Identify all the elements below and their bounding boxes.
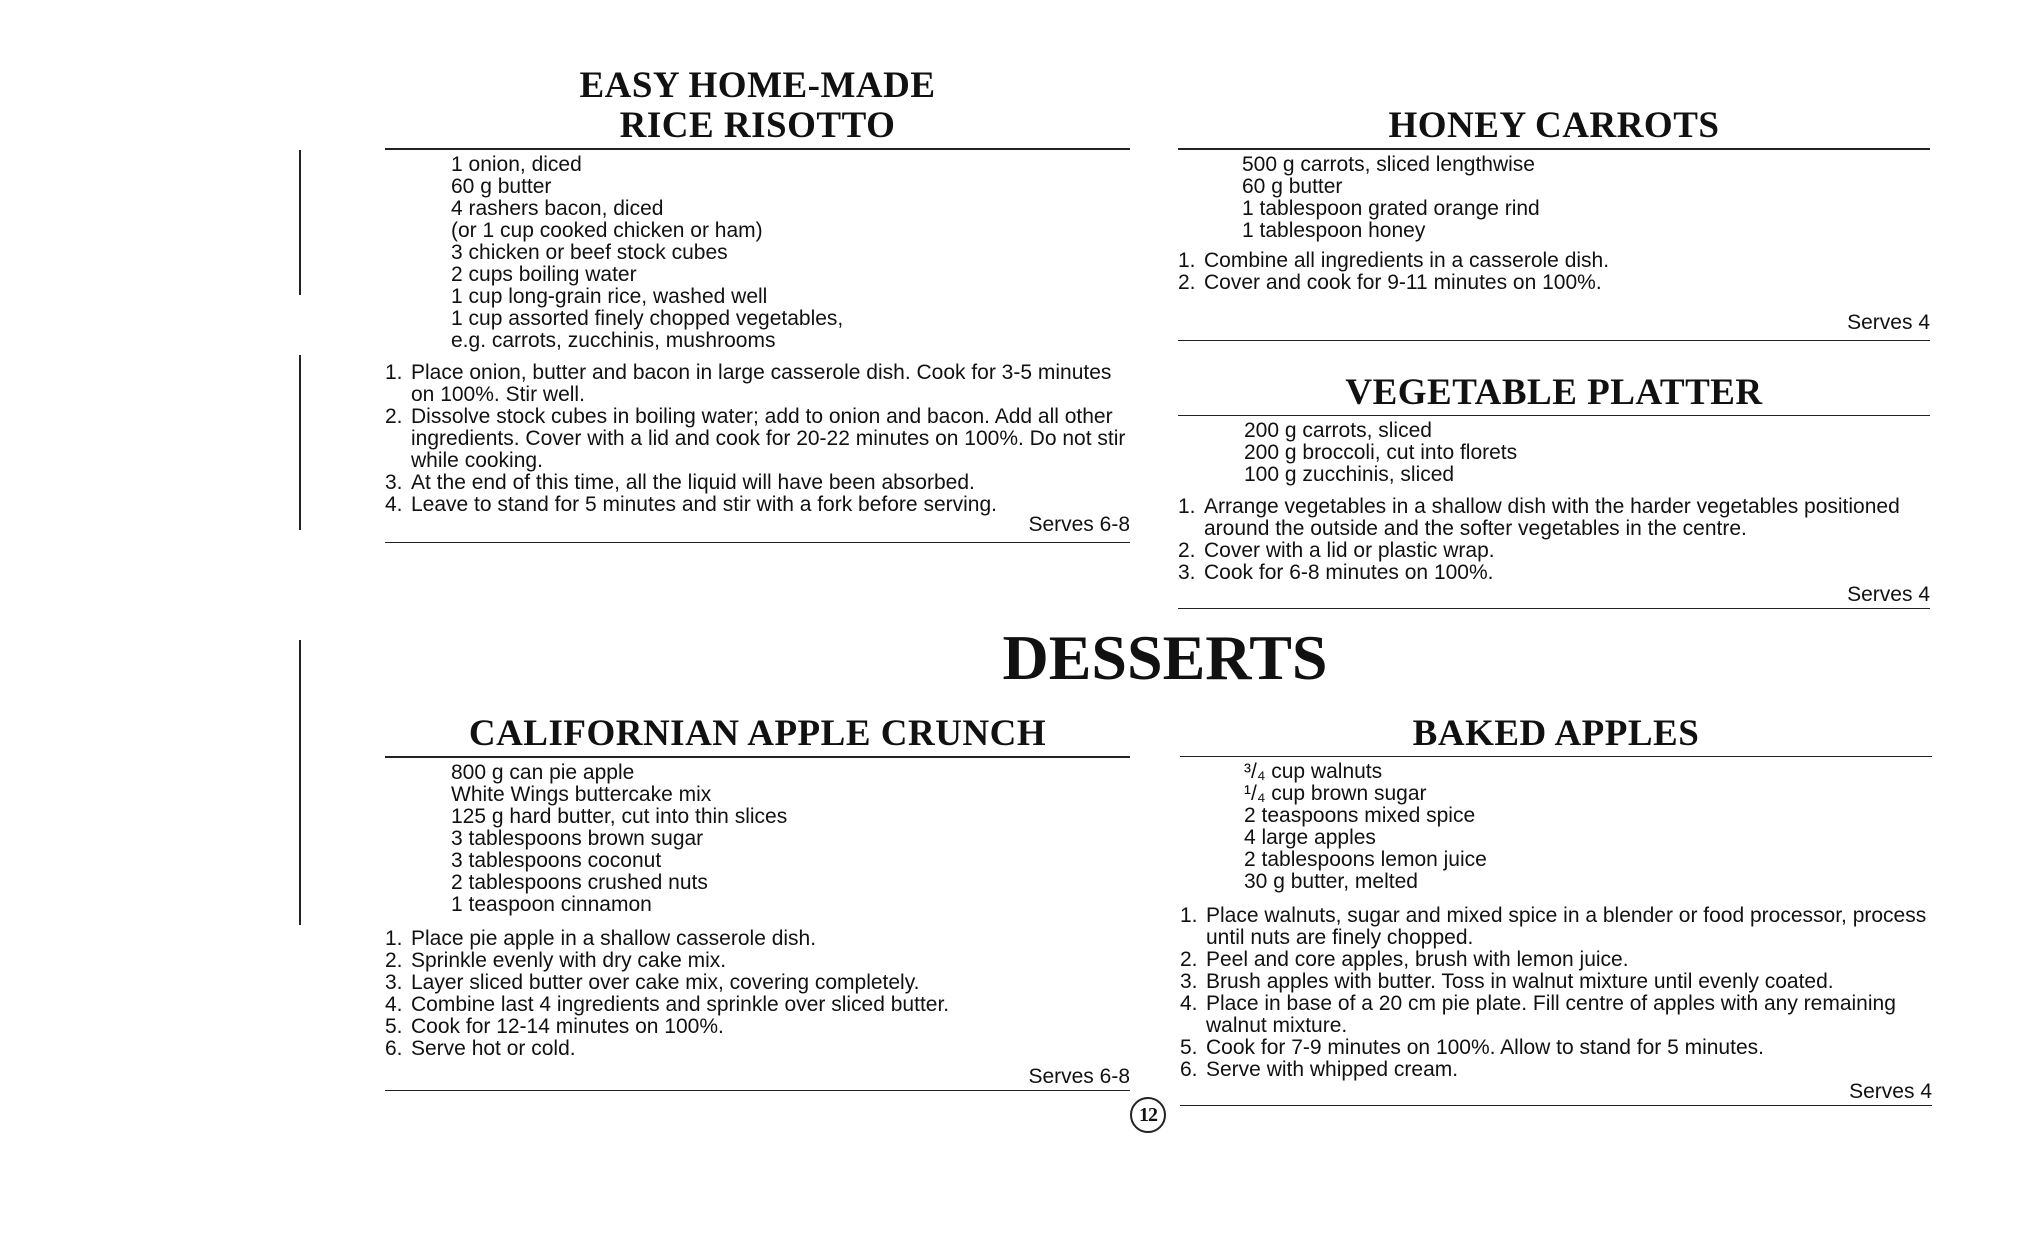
- ingredient-item: e.g. carrots, zucchinis, mushrooms: [451, 329, 776, 352]
- ingredient-item: (or 1 cup cooked chicken or ham): [451, 219, 763, 242]
- ingredient-item: 125 g hard butter, cut into thin slices: [451, 805, 788, 828]
- ingredient-item: 2 tablespoons crushed nuts: [451, 871, 708, 894]
- step-number: 5.: [1180, 1036, 1198, 1059]
- divider: [1180, 1105, 1932, 1106]
- ingredient-item: 3 tablespoons brown sugar: [451, 827, 704, 850]
- step-number: 1.: [385, 361, 403, 384]
- step-number: 1.: [1180, 904, 1198, 927]
- step-item: [1178, 496, 1930, 540]
- ingredient-item: ³/₄ cup walnuts: [1244, 760, 1383, 783]
- step-number: 4.: [1180, 992, 1198, 1015]
- ingredient-item: White Wings buttercake mix: [451, 783, 712, 806]
- ingredient-item: 4 large apples: [1244, 826, 1376, 849]
- step-number: 4.: [385, 993, 403, 1016]
- ingredient-list: [451, 762, 1130, 916]
- recipe-title: VEGETABLE PLATTER: [1345, 372, 1763, 413]
- step-item: [1180, 993, 1932, 1037]
- step-number: 3.: [385, 971, 403, 994]
- step-item: [385, 972, 1130, 994]
- step-item: [1180, 1037, 1932, 1059]
- ingredient-item: 800 g can pie apple: [451, 761, 635, 784]
- step-item: [385, 362, 1130, 406]
- ingredient-item: 1 cup assorted finely chopped vegetables,: [451, 307, 844, 330]
- step-item: [385, 1016, 1130, 1038]
- step-item: [385, 494, 1130, 516]
- step-text: Cover with a lid or plastic wrap.: [1204, 539, 1495, 562]
- step-item: [1178, 272, 1930, 294]
- step-list: [1180, 905, 1932, 1081]
- divider: [385, 542, 1130, 543]
- step-number: 2.: [1178, 539, 1196, 562]
- step-list: [385, 362, 1130, 516]
- divider: [385, 756, 1130, 758]
- ingredient-item: 4 rashers bacon, diced: [451, 197, 664, 220]
- step-number: 2.: [1178, 271, 1196, 294]
- step-text: Cook for 6-8 minutes on 100%.: [1204, 561, 1494, 584]
- recipe-title: EASY HOME-MADE RICE RISOTTO: [579, 65, 936, 146]
- step-item: [1178, 250, 1930, 272]
- ingredient-item: 3 tablespoons coconut: [451, 849, 662, 872]
- step-text: Arrange vegetables in a shallow dish with the harder vegetables positioned around the outside and the softer vegetables in the centre.: [1204, 495, 1900, 540]
- step-text: Place in base of a 20 cm pie plate. Fill centre of apples with any remaining walnut mixture.: [1206, 992, 1896, 1037]
- recipe-title: CALIFORNIAN APPLE CRUNCH: [468, 713, 1047, 754]
- divider: [1178, 415, 1930, 416]
- divider: [385, 1090, 1130, 1091]
- step-text: Cover and cook for 9-11 minutes on 100%.: [1204, 271, 1602, 294]
- step-item: [385, 994, 1130, 1016]
- ingredient-item: 30 g butter, melted: [1244, 870, 1418, 893]
- step-list: [385, 928, 1130, 1060]
- ingredient-list: [1244, 420, 1930, 486]
- recipe-vegetable-platter: [1178, 373, 1930, 609]
- step-item: [385, 406, 1130, 472]
- ingredient-item: 100 g zucchinis, sliced: [1244, 463, 1455, 486]
- margin-bar: [299, 150, 301, 295]
- step-text: Serve with whipped cream.: [1206, 1058, 1459, 1081]
- step-number: 6.: [385, 1037, 403, 1060]
- step-text: Place pie apple in a shallow casserole dish.: [411, 927, 817, 950]
- step-number: 2.: [385, 949, 403, 972]
- step-number: 5.: [385, 1015, 403, 1038]
- step-text: Combine last 4 ingredients and sprinkle over sliced butter.: [411, 993, 950, 1016]
- ingredient-item: 200 g carrots, sliced: [1244, 419, 1432, 442]
- ingredient-item: 1 onion, diced: [451, 153, 582, 176]
- ingredient-item: 1 tablespoon honey: [1242, 219, 1426, 242]
- recipe-baked-apples: [1180, 714, 1932, 1106]
- step-item: [1180, 1059, 1932, 1081]
- step-number: 6.: [1180, 1058, 1198, 1081]
- step-text: Peel and core apples, brush with lemon juice.: [1206, 948, 1629, 971]
- recipe-honey-carrots: [1178, 106, 1930, 341]
- ingredient-list: [1244, 761, 1932, 893]
- divider: [1178, 148, 1930, 150]
- step-item: [385, 1038, 1130, 1060]
- recipe-apple-crunch: [385, 714, 1130, 1091]
- step-text: Layer sliced butter over cake mix, covering completely.: [411, 971, 920, 994]
- step-item: [1178, 540, 1930, 562]
- ingredient-item: 200 g broccoli, cut into florets: [1244, 441, 1518, 464]
- divider: [1178, 340, 1930, 341]
- recipe-title: BAKED APPLES: [1412, 713, 1700, 754]
- serves-label: Serves 4: [1847, 583, 1930, 606]
- ingredient-item: 2 cups boiling water: [451, 263, 637, 286]
- step-text: Combine all ingredients in a casserole dish.: [1204, 249, 1610, 272]
- step-list: [1178, 496, 1930, 584]
- recipe-rice-risotto: [385, 66, 1130, 543]
- recipe-title: HONEY CARROTS: [1388, 105, 1720, 146]
- step-item: [1178, 562, 1930, 584]
- step-item: [385, 950, 1130, 972]
- step-text: Serve hot or cold.: [411, 1037, 576, 1060]
- ingredient-list: [1242, 154, 1930, 242]
- step-text: At the end of this time, all the liquid will have been absorbed.: [411, 471, 975, 494]
- step-number: 3.: [385, 471, 403, 494]
- ingredient-list: [451, 154, 1130, 352]
- ingredient-item: 1 cup long-grain rice, washed well: [451, 285, 768, 308]
- step-number: 1.: [1178, 249, 1196, 272]
- step-text: Cook for 12-14 minutes on 100%.: [411, 1015, 724, 1038]
- divider: [385, 148, 1130, 150]
- section-title-desserts: DESSERTS: [1002, 622, 1328, 693]
- ingredient-item: 60 g butter: [1242, 175, 1343, 198]
- serves-label: Serves 6-8: [1028, 513, 1130, 536]
- step-number: 3.: [1178, 561, 1196, 584]
- ingredient-item: 1 tablespoon grated orange rind: [1242, 197, 1540, 220]
- step-number: 2.: [385, 405, 403, 428]
- step-text: Place onion, butter and bacon in large casserole dish. Cook for 3-5 minutes on 100%. Stir well.: [411, 361, 1112, 406]
- divider: [1180, 756, 1932, 757]
- serves-label: Serves 4: [1849, 1080, 1932, 1103]
- divider: [1178, 608, 1930, 609]
- step-item: [1180, 971, 1932, 993]
- step-text: Place walnuts, sugar and mixed spice in a blender or food processor, process until nuts are finely chopped.: [1206, 904, 1927, 949]
- serves-label: Serves 4: [1847, 311, 1930, 334]
- step-text: Leave to stand for 5 minutes and stir with a fork before serving.: [411, 493, 997, 516]
- step-text: Brush apples with butter. Toss in walnut mixture until evenly coated.: [1206, 970, 1834, 993]
- step-number: 1.: [385, 927, 403, 950]
- serves-label: Serves 6-8: [1028, 1065, 1130, 1088]
- step-text: Dissolve stock cubes in boiling water; add to onion and bacon. Add all other ingredients. Cover with a lid and cook for 20-22 minutes on 100%. Do not stir while cooking.: [411, 405, 1126, 472]
- step-number: 3.: [1180, 970, 1198, 993]
- step-number: 2.: [1180, 948, 1198, 971]
- ingredient-item: ¹/₄ cup brown sugar: [1244, 782, 1427, 805]
- step-text: Sprinkle evenly with dry cake mix.: [411, 949, 727, 972]
- step-number: 4.: [385, 493, 403, 516]
- ingredient-item: 1 teaspoon cinnamon: [451, 893, 652, 916]
- ingredient-item: 3 chicken or beef stock cubes: [451, 241, 728, 264]
- step-item: [385, 472, 1130, 494]
- ingredient-item: 60 g butter: [451, 175, 552, 198]
- step-item: [385, 928, 1130, 950]
- ingredient-item: 2 tablespoons lemon juice: [1244, 848, 1487, 871]
- step-number: 1.: [1178, 495, 1196, 518]
- step-list: [1178, 250, 1930, 294]
- step-text: Cook for 7-9 minutes on 100%. Allow to stand for 5 minutes.: [1206, 1036, 1764, 1059]
- ingredient-item: 500 g carrots, sliced lengthwise: [1242, 153, 1535, 176]
- step-item: [1180, 905, 1932, 949]
- page-number-badge: 12: [1130, 1097, 1166, 1133]
- step-item: [1180, 949, 1932, 971]
- margin-bar: [299, 355, 301, 530]
- ingredient-item: 2 teaspoons mixed spice: [1244, 804, 1476, 827]
- margin-bar: [299, 640, 301, 925]
